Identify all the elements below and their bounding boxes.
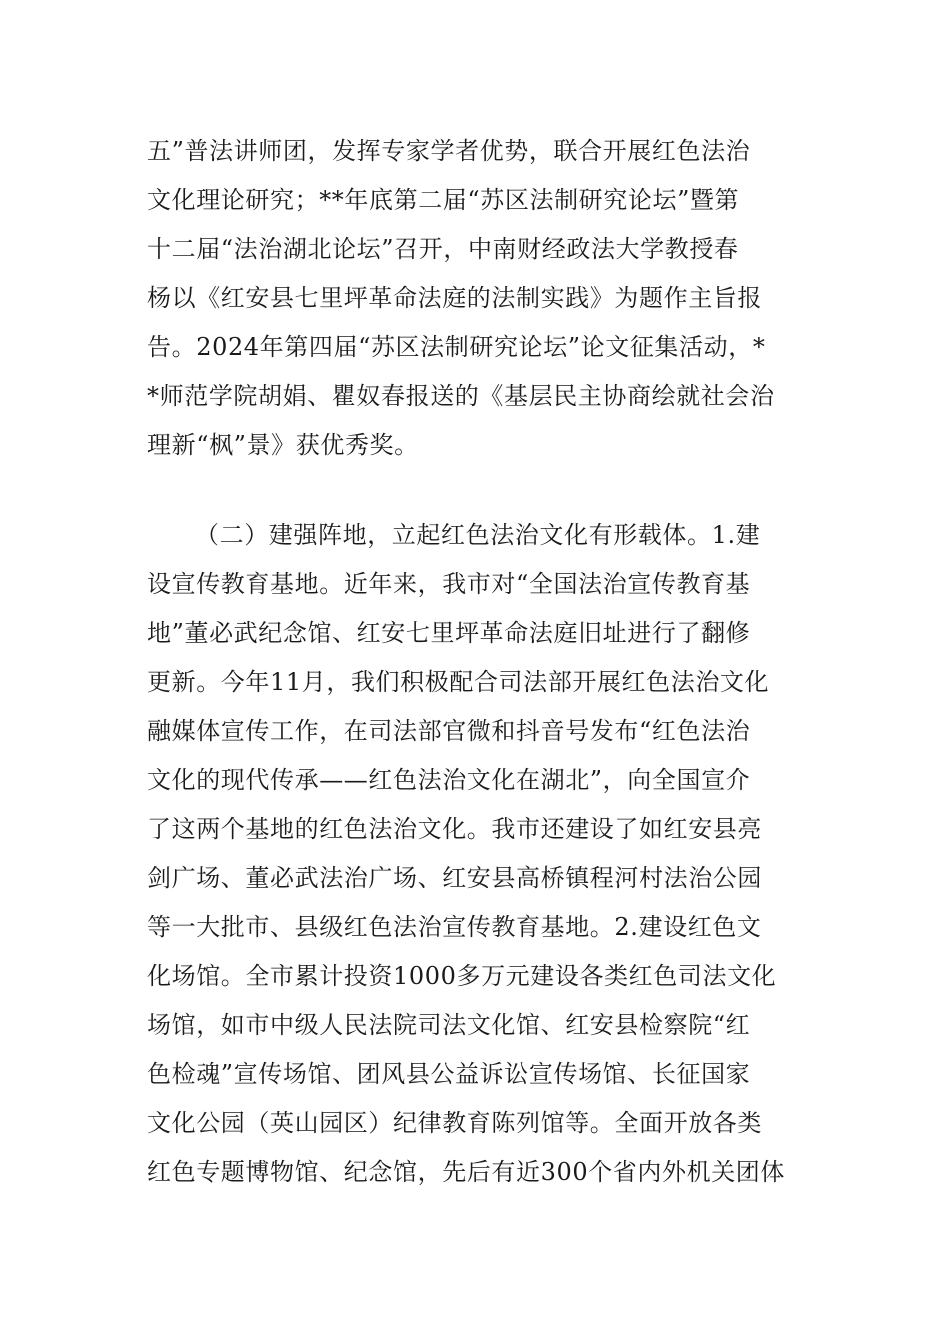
paragraph-line: 场馆，如市中级人民法院司法文化馆、红安县检察院“红 (147, 1011, 751, 1039)
paragraph-line: 更新。今年11月，我们积极配合司法部开展红色法治文化 (147, 668, 770, 696)
paragraph-line: 文化理论研究；**年底第二届“苏区法制研究论坛”暨第 (147, 186, 740, 214)
paragraph-line: 红色专题博物馆、纪念馆，先后有近300个省内外机关团体 (147, 1158, 786, 1186)
paragraph-line: 剑广场、董必武法治广场、红安县高桥镇程河村法治公园 (147, 864, 762, 892)
paragraph-line: 文化公园（英山园区）纪律教育陈列馆等。全面开放各类 (147, 1109, 762, 1137)
paragraph-line: （二）建强阵地，立起红色法治文化有形载体。1.建 (195, 521, 761, 549)
paragraph-line: 色检魂”宣传场馆、团风县公益诉讼宣传场馆、长征国家 (147, 1060, 751, 1088)
paragraph-line: 融媒体宣传工作，在司法部官微和抖音号发布“红色法治 (147, 717, 751, 745)
paragraph-line: 理新“枫”景》获优秀奖。 (147, 431, 419, 459)
paragraph-line: 文化的现代传承——红色法治文化在湖北”，向全国宣介 (147, 766, 751, 794)
paragraph-line: 设宣传教育基地。近年来，我市对“全国法治宣传教育基 (147, 570, 751, 598)
paragraph-line: *师范学院胡娟、瞿奴春报送的《基层民主协商绘就社会治 (147, 382, 775, 410)
paragraph-line: 十二届“法治湖北论坛”召开，中南财经政法大学教授春 (147, 235, 739, 263)
paragraph-line: 告。2024年第四届“苏区法制研究论坛”论文征集活动，* (147, 333, 766, 361)
paragraph-line: 地”董必武纪念馆、红安七里坪革命法庭旧址进行了翻修 (147, 619, 751, 647)
paragraph-line: 化场馆。全市累计投资1000多万元建设各类红色司法文化 (147, 962, 777, 990)
paragraph-line: 了这两个基地的红色法治文化。我市还建设了如红安县亮 (147, 815, 762, 843)
paragraph-line: 杨以《红安县七里坪革命法庭的法制实践》为题作主旨报 (147, 284, 762, 312)
paragraph-line: 五”普法讲师团，发挥专家学者优势，联合开展红色法治 (147, 137, 751, 165)
paragraph-line: 等一大批市、县级红色法治宣传教育基地。2.建设红色文 (147, 913, 762, 941)
